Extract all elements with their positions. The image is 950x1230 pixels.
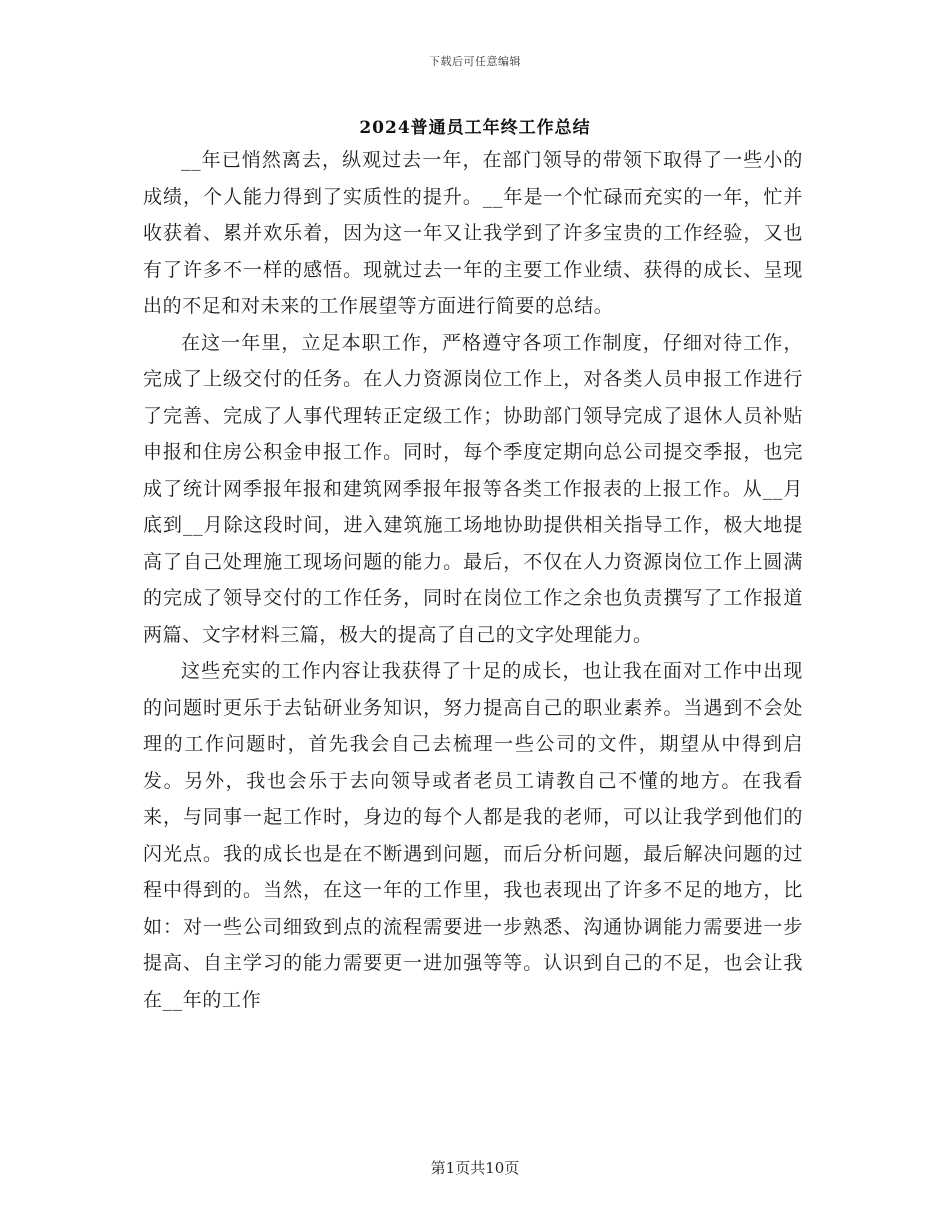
document-body	[143, 142, 803, 1018]
paragraph-growth: 这些充实的工作内容让我获得了十足的成长，也让我在面对工作中出现的问题时更乐于去钻研业务知识，努力提高自己的职业素养。当遇到不会处理的工作问题时，首先我会自己去梳理一些公司的文件，期望从中得到启发。另外，我也会乐于去向领导或者老员工请教自己不懂的地方。在我看来，与同事一起工作时，身边的每个人都是我的老师，可以让我学到他们的闪光点。我的成长也是在不断遇到问题，而后分析问题，最后解决问题的过程中得到的。当然，在这一年的工作里，我也表现出了许多不足的地方，比如：对一些公司细致到点的流程需要进一步熟悉、沟通协调能力需要进一步提高、自主学习的能力需要更一进加强等等。认识到自己的不足，也会让我在__年的工作	[143, 660, 803, 1011]
paragraph-work-summary: 在这一年里，立足本职工作，严格遵守各项工作制度，仔细对待工作，完成了上级交付的任务。在人力资源岗位工作上，对各类人员申报工作进行了完善、完成了人事代理转正定级工作；协助部门领导完成了退休人员补贴申报和住房公积金申报工作。同时，每个季度定期向总公司提交季报，也完成了统计网季报年报和建筑网季报年报等各类工作报表的上报工作。从__月底到__月除这段时间，进入建筑施工场地协助提供相关指导工作，极大地提高了自己处理施工现场问题的能力。最后，不仅在人力资源岗位工作上圆满的完成了领导交付的工作任务，同时在岗位工作之余也负责撰写了工作报道两篇、文字材料三篇，极大的提高了自己的文字处理能力。	[143, 331, 803, 646]
page-header-note: 下载后可任意编辑	[429, 55, 521, 68]
document-title: 2024普通员工年终工作总结	[359, 118, 591, 138]
paragraph-intro: __年已悄然离去，纵观过去一年，在部门领导的带领下取得了一些小的成绩，个人能力得到了实质性的提升。__年是一个忙碌而充实的一年，忙并收获着、累并欢乐着，因为这一年又让我学到了许多宝贵的工作经验，又也有了许多不一样的感悟。现就过去一年的主要工作业绩、获得的成长、呈现出的不足和对未来的工作展望等方面进行简要的总结。	[143, 149, 803, 317]
page-number: 第1页共10页	[430, 1159, 520, 1177]
